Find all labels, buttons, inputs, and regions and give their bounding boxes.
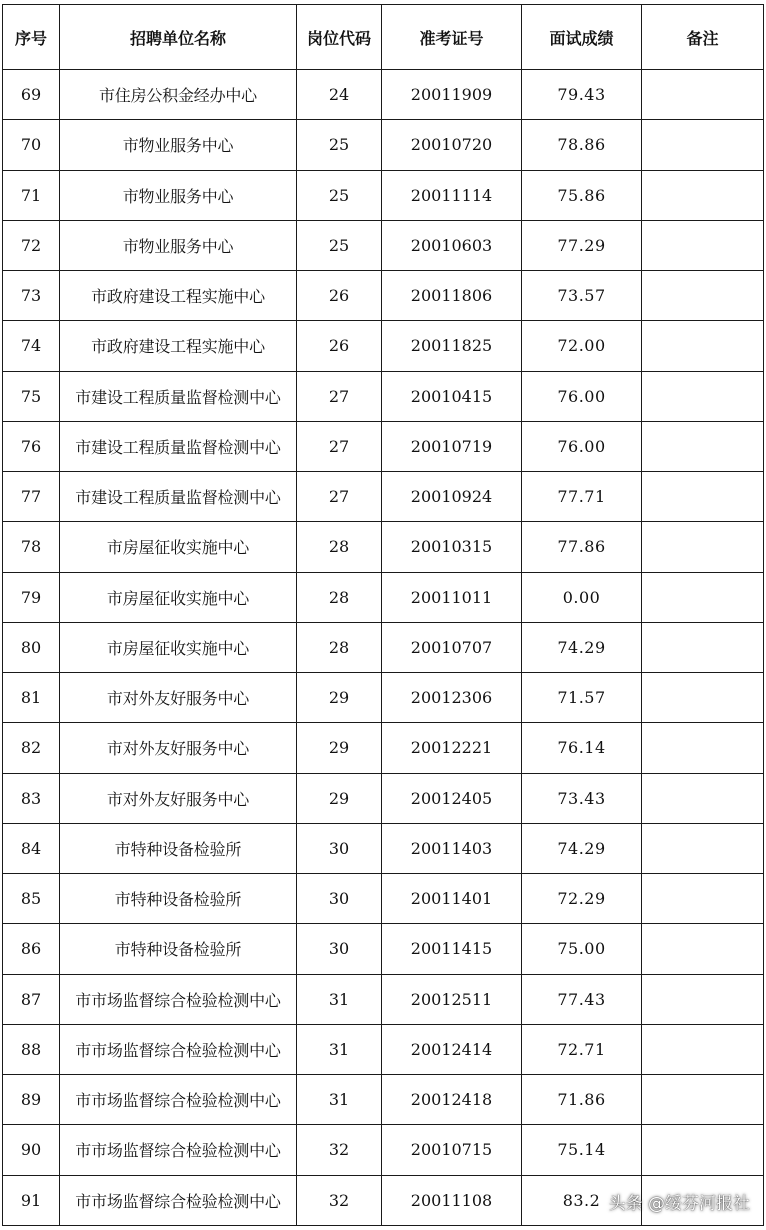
cell-interview-score: 78.86 — [522, 120, 642, 170]
cell-post-code: 31 — [297, 974, 382, 1024]
cell-unit-name: 市市场监督综合检验检测中心 — [60, 1024, 297, 1074]
cell-unit-name: 市物业服务中心 — [60, 220, 297, 270]
cell-remarks — [642, 472, 764, 522]
cell-interview-score: 71.57 — [522, 673, 642, 723]
cell-interview-score: 72.29 — [522, 874, 642, 924]
cell-ticket-number: 20011114 — [382, 170, 522, 220]
cell-seq: 71 — [3, 170, 60, 220]
cell-remarks — [642, 371, 764, 421]
cell-remarks — [642, 421, 764, 471]
cell-post-code: 30 — [297, 823, 382, 873]
cell-ticket-number: 20012511 — [382, 974, 522, 1024]
table-row — [3, 723, 764, 773]
cell-seq: 82 — [3, 723, 60, 773]
cell-ticket-number: 20010719 — [382, 421, 522, 471]
cell-unit-name: 市房屋征收实施中心 — [60, 572, 297, 622]
cell-post-code: 32 — [297, 1175, 382, 1226]
cell-seq: 77 — [3, 472, 60, 522]
cell-interview-score: 74.29 — [522, 622, 642, 672]
cell-unit-name: 市政府建设工程实施中心 — [60, 321, 297, 371]
cell-ticket-number: 20010715 — [382, 1125, 522, 1175]
cell-interview-score: 77.29 — [522, 220, 642, 270]
cell-remarks — [642, 271, 764, 321]
cell-post-code: 27 — [297, 371, 382, 421]
cell-interview-score: 76.00 — [522, 421, 642, 471]
cell-ticket-number: 20010924 — [382, 472, 522, 522]
table-row — [3, 823, 764, 873]
cell-seq: 74 — [3, 321, 60, 371]
table-row — [3, 522, 764, 572]
cell-seq: 69 — [3, 70, 60, 120]
cell-unit-name: 市物业服务中心 — [60, 170, 297, 220]
cell-ticket-number: 20011401 — [382, 874, 522, 924]
table-row — [3, 472, 764, 522]
cell-seq: 75 — [3, 371, 60, 421]
cell-unit-name: 市建设工程质量监督检测中心 — [60, 421, 297, 471]
table-row — [3, 673, 764, 723]
table-row — [3, 773, 764, 823]
cell-unit-name: 市市场监督综合检验检测中心 — [60, 1075, 297, 1125]
cell-post-code: 25 — [297, 220, 382, 270]
cell-remarks — [642, 823, 764, 873]
table-row — [3, 371, 764, 421]
cell-seq: 87 — [3, 974, 60, 1024]
cell-post-code: 29 — [297, 773, 382, 823]
cell-post-code: 28 — [297, 572, 382, 622]
table-row — [3, 622, 764, 672]
table-row — [3, 421, 764, 471]
table-row — [3, 70, 764, 120]
cell-interview-score: 72.71 — [522, 1024, 642, 1074]
watermark-text: 头条 @绥芬河报社 — [608, 1194, 750, 1214]
header-interview-score: 面试成绩 — [522, 5, 642, 70]
cell-post-code: 25 — [297, 120, 382, 170]
cell-remarks — [642, 572, 764, 622]
header-ticket-number: 准考证号 — [382, 5, 522, 70]
cell-ticket-number: 20011403 — [382, 823, 522, 873]
cell-ticket-number: 20011909 — [382, 70, 522, 120]
cell-unit-name: 市物业服务中心 — [60, 120, 297, 170]
cell-post-code: 24 — [297, 70, 382, 120]
cell-unit-name: 市市场监督综合检验检测中心 — [60, 1175, 297, 1226]
cell-ticket-number: 20010315 — [382, 522, 522, 572]
table-header-row — [3, 5, 764, 70]
table-row — [3, 1125, 764, 1175]
cell-post-code: 29 — [297, 673, 382, 723]
table-row — [3, 220, 764, 270]
cell-seq: 89 — [3, 1075, 60, 1125]
cell-seq: 91 — [3, 1175, 60, 1226]
cell-unit-name: 市特种设备检验所 — [60, 874, 297, 924]
cell-seq: 83 — [3, 773, 60, 823]
cell-seq: 76 — [3, 421, 60, 471]
cell-ticket-number: 20012405 — [382, 773, 522, 823]
cell-unit-name: 市住房公积金经办中心 — [60, 70, 297, 120]
cell-unit-name: 市房屋征收实施中心 — [60, 622, 297, 672]
cell-remarks — [642, 220, 764, 270]
cell-post-code: 32 — [297, 1125, 382, 1175]
cell-interview-score: 75.14 — [522, 1125, 642, 1175]
table-row — [3, 271, 764, 321]
table-row — [3, 170, 764, 220]
cell-remarks — [642, 924, 764, 974]
cell-post-code: 30 — [297, 874, 382, 924]
header-remarks: 备注 — [642, 5, 764, 70]
header-seq: 序号 — [3, 5, 60, 70]
cell-ticket-number: 20012306 — [382, 673, 522, 723]
cell-ticket-number: 20010415 — [382, 371, 522, 421]
cell-interview-score: 74.29 — [522, 823, 642, 873]
cell-remarks — [642, 321, 764, 371]
cell-unit-name: 市特种设备检验所 — [60, 924, 297, 974]
cell-ticket-number: 20011806 — [382, 271, 522, 321]
cell-seq: 90 — [3, 1125, 60, 1175]
table-row — [3, 1024, 764, 1074]
cell-ticket-number: 20011825 — [382, 321, 522, 371]
cell-remarks — [642, 1075, 764, 1125]
cell-interview-score: 83.2 — [522, 1175, 642, 1226]
cell-remarks — [642, 723, 764, 773]
cell-unit-name: 市对外友好服务中心 — [60, 773, 297, 823]
cell-remarks — [642, 874, 764, 924]
cell-interview-score: 71.86 — [522, 1075, 642, 1125]
table-row — [3, 974, 764, 1024]
cell-seq: 86 — [3, 924, 60, 974]
cell-unit-name: 市市场监督综合检验检测中心 — [60, 974, 297, 1024]
cell-interview-score: 77.43 — [522, 974, 642, 1024]
cell-unit-name: 市市场监督综合检验检测中心 — [60, 1125, 297, 1175]
cell-ticket-number: 20012221 — [382, 723, 522, 773]
cell-unit-name: 市政府建设工程实施中心 — [60, 271, 297, 321]
table-row — [3, 1075, 764, 1125]
cell-interview-score: 77.71 — [522, 472, 642, 522]
cell-remarks — [642, 673, 764, 723]
cell-seq: 81 — [3, 673, 60, 723]
cell-post-code: 26 — [297, 271, 382, 321]
cell-seq: 72 — [3, 220, 60, 270]
cell-post-code: 25 — [297, 170, 382, 220]
cell-seq: 73 — [3, 271, 60, 321]
cell-post-code: 28 — [297, 622, 382, 672]
cell-seq: 70 — [3, 120, 60, 170]
cell-interview-score: 77.86 — [522, 522, 642, 572]
table-row — [3, 874, 764, 924]
table-row — [3, 321, 764, 371]
cell-remarks — [642, 120, 764, 170]
table-body — [3, 70, 764, 1226]
cell-remarks — [642, 70, 764, 120]
cell-unit-name: 市建设工程质量监督检测中心 — [60, 472, 297, 522]
cell-post-code: 31 — [297, 1024, 382, 1074]
cell-seq: 84 — [3, 823, 60, 873]
watermark — [609, 1189, 750, 1214]
cell-interview-score: 73.43 — [522, 773, 642, 823]
cell-interview-score: 76.14 — [522, 723, 642, 773]
cell-interview-score: 79.43 — [522, 70, 642, 120]
cell-interview-score: 75.86 — [522, 170, 642, 220]
table-row — [3, 924, 764, 974]
cell-interview-score: 0.00 — [522, 572, 642, 622]
cell-remarks — [642, 622, 764, 672]
cell-remarks — [642, 1024, 764, 1074]
cell-ticket-number: 20010720 — [382, 120, 522, 170]
cell-post-code: 31 — [297, 1075, 382, 1125]
cell-remarks — [642, 522, 764, 572]
header-unit-name: 招聘单位名称 — [60, 5, 297, 70]
cell-interview-score: 75.00 — [522, 924, 642, 974]
cell-post-code: 27 — [297, 472, 382, 522]
cell-unit-name: 市特种设备检验所 — [60, 823, 297, 873]
cell-post-code: 29 — [297, 723, 382, 773]
cell-remarks — [642, 1125, 764, 1175]
interview-score-table — [2, 4, 764, 1226]
cell-seq: 80 — [3, 622, 60, 672]
cell-ticket-number: 20011415 — [382, 924, 522, 974]
cell-post-code: 28 — [297, 522, 382, 572]
cell-ticket-number: 20012418 — [382, 1075, 522, 1125]
cell-seq: 88 — [3, 1024, 60, 1074]
cell-remarks — [642, 170, 764, 220]
cell-ticket-number: 20010707 — [382, 622, 522, 672]
cell-ticket-number: 20012414 — [382, 1024, 522, 1074]
cell-unit-name: 市建设工程质量监督检测中心 — [60, 371, 297, 421]
cell-remarks — [642, 974, 764, 1024]
cell-remarks — [642, 773, 764, 823]
table-row — [3, 572, 764, 622]
cell-post-code: 30 — [297, 924, 382, 974]
cell-unit-name: 市房屋征收实施中心 — [60, 522, 297, 572]
cell-seq: 79 — [3, 572, 60, 622]
header-post-code: 岗位代码 — [297, 5, 382, 70]
cell-interview-score: 76.00 — [522, 371, 642, 421]
cell-post-code: 26 — [297, 321, 382, 371]
cell-ticket-number: 20010603 — [382, 220, 522, 270]
cell-unit-name: 市对外友好服务中心 — [60, 673, 297, 723]
cell-unit-name: 市对外友好服务中心 — [60, 723, 297, 773]
cell-interview-score: 72.00 — [522, 321, 642, 371]
cell-post-code: 27 — [297, 421, 382, 471]
cell-seq: 78 — [3, 522, 60, 572]
cell-seq: 85 — [3, 874, 60, 924]
cell-ticket-number: 20011108 — [382, 1175, 522, 1226]
cell-interview-score: 73.57 — [522, 271, 642, 321]
table-row — [3, 120, 764, 170]
cell-ticket-number: 20011011 — [382, 572, 522, 622]
